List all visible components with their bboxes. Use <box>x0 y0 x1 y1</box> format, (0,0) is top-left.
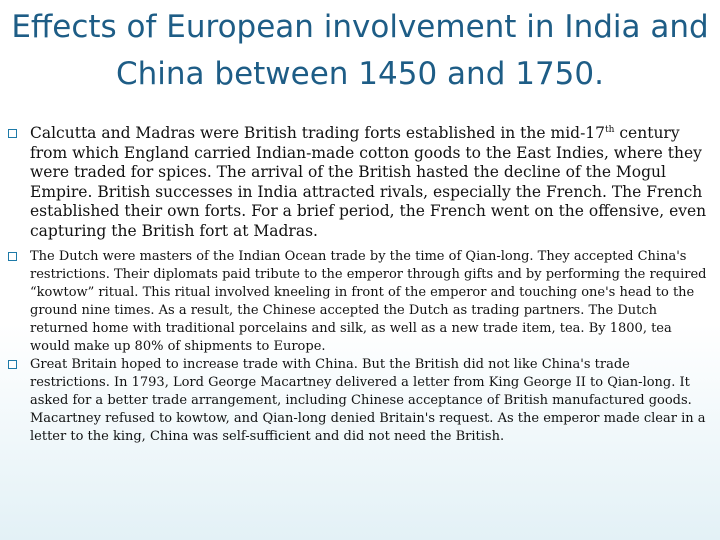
square-bullet-icon <box>8 252 17 261</box>
bullet-text-britain: Great Britain hoped to increase trade with China. But the British did not like China's trade restrictions. In 1793, Lord George Macartney delivered a letter from King George II to Qian-long. It asked for a better trade arrangement, including Chinese acceptance of British manufactured goods. Macartney refused to kowtow, and Qian-long denied Britain's request. As the emperor made clear in a letter to the king, China was self-sufficient and did not need the British. <box>30 356 706 444</box>
square-bullet-icon <box>8 129 17 138</box>
bullet-text-india <box>30 124 706 240</box>
bullet-text-dutch: The Dutch were masters of the Indian Ocean trade by the time of Qian-long. They accepted China's restrictions. Their diplomats paid tribute to the emperor through gifts and by performing the required “kowtow” ritual. This ritual involved kneeling in front of the emperor and touching one's head to the ground nine times. As a result, the Chinese accepted the Dutch as trading partners. The Dutch returned home with traditional porcelains and silk, as well as a new trade item, tea. By 1800, tea would make up 80% of shipments to Europe. <box>30 248 707 354</box>
bullet-item-india <box>8 124 712 242</box>
ordinal-suffix: th <box>605 124 615 135</box>
square-bullet-icon <box>8 360 17 369</box>
bullet-text-part: century from which England carried Indian-made cotton goods to the East Indies, where they were traded for spices. The arrival of the British hasted the decline of the Mogul Empire. British successes in India attracted rivals, especially the French. The French established their own forts. For a brief period, the French went on the offensive, even capturing the British fort at Madras. <box>30 124 707 240</box>
slide-title: Effects of European involvement in India and China between 1450 and 1750. <box>11 9 709 92</box>
bullet-text-part: Calcutta and Madras were British trading forts established in the mid-17 <box>30 124 606 142</box>
bullet-item-dutch <box>8 248 712 356</box>
bullet-list <box>8 124 712 446</box>
bullet-item-britain <box>8 356 712 446</box>
